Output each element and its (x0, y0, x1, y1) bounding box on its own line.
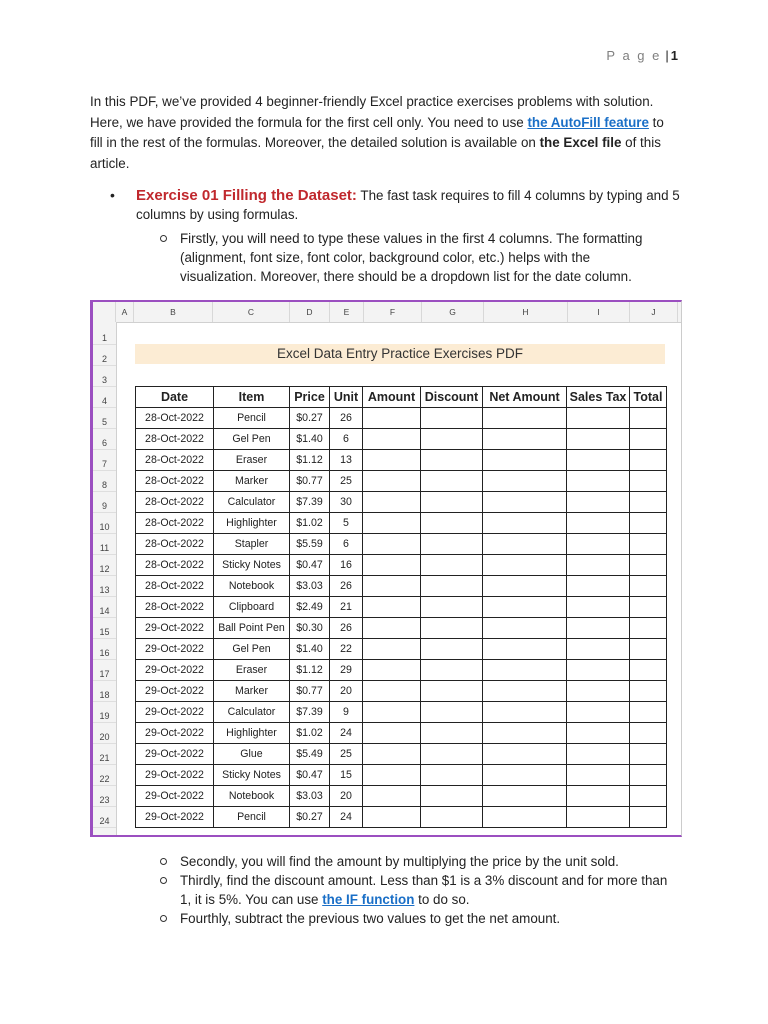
table-cell[interactable]: 28-Oct-2022 (136, 555, 214, 576)
table-cell[interactable] (630, 471, 667, 492)
table-cell[interactable]: $7.39 (290, 492, 330, 513)
table-cell[interactable] (363, 702, 421, 723)
table-cell[interactable] (483, 471, 567, 492)
column-header-a[interactable]: A (116, 302, 134, 322)
table-cell[interactable]: $7.39 (290, 702, 330, 723)
table-row (136, 807, 667, 828)
table-cell[interactable]: 29-Oct-2022 (136, 618, 214, 639)
table-cell[interactable]: 20 (330, 786, 363, 807)
table-cell[interactable] (567, 408, 630, 429)
table-cell[interactable]: 28-Oct-2022 (136, 429, 214, 450)
table-cell[interactable]: 25 (330, 471, 363, 492)
table-cell[interactable] (363, 408, 421, 429)
table-cell[interactable] (483, 639, 567, 660)
table-cell[interactable] (567, 639, 630, 660)
table-cell[interactable]: 28-Oct-2022 (136, 450, 214, 471)
table-cell[interactable] (483, 450, 567, 471)
row-header-20[interactable]: 20 (93, 723, 116, 744)
table-cell[interactable] (363, 681, 421, 702)
sub-item-third-text-b: to do so. (414, 892, 470, 907)
exercise-1-title: Exercise 01 Filling the Dataset: (136, 187, 357, 204)
sub-item-second (160, 852, 670, 871)
table-cell[interactable]: 28-Oct-2022 (136, 597, 214, 618)
table-cell[interactable] (421, 555, 483, 576)
table-cell[interactable]: 26 (330, 618, 363, 639)
table-cell[interactable]: Glue (214, 744, 290, 765)
row-header-24[interactable]: 24 (93, 807, 116, 828)
table-cell[interactable] (630, 555, 667, 576)
row-header-3[interactable]: 3 (93, 366, 116, 387)
table-cell[interactable] (421, 534, 483, 555)
table-cell[interactable]: 25 (330, 744, 363, 765)
table-cell[interactable] (483, 618, 567, 639)
table-cell[interactable]: $1.12 (290, 450, 330, 471)
table-cell[interactable]: 28-Oct-2022 (136, 534, 214, 555)
column-header-h[interactable]: H (484, 302, 568, 322)
exercise-1-bullet (110, 186, 680, 224)
row-header-17[interactable]: 17 (93, 660, 116, 681)
table-row (136, 660, 667, 681)
excel-file-bold: the Excel file (539, 135, 622, 150)
exercise-1-text: The fast task requires to fill 4 columns by typing and 5 columns by using formulas. (136, 188, 680, 222)
table-cell[interactable]: Calculator (214, 492, 290, 513)
table-cell[interactable]: Calculator (214, 702, 290, 723)
table-cell[interactable] (421, 429, 483, 450)
table-cell[interactable] (483, 744, 567, 765)
table-cell[interactable] (567, 555, 630, 576)
table-cell[interactable] (363, 450, 421, 471)
table-cell[interactable] (567, 681, 630, 702)
row-header-6[interactable]: 6 (93, 429, 116, 450)
table-cell[interactable] (421, 702, 483, 723)
sub-item-third-text-a: Thirdly, find the discount amount. Less than $1 is a 3% discount and for more than 1, it is 5%. You can use (180, 873, 668, 907)
table-row (136, 723, 667, 744)
table-cell[interactable] (630, 744, 667, 765)
table-cell[interactable] (630, 723, 667, 744)
table-row (136, 534, 667, 555)
row-header-10[interactable]: 10 (93, 513, 116, 534)
sub-item-first-text: Firstly, you will need to type these values in the first 4 columns. The formatting (alignment, font size, font color, background color, etc.) helps with the visualization. Moreover, there should be a dropdown list for the date column. (180, 231, 643, 284)
row-header-18[interactable]: 18 (93, 681, 116, 702)
bullet-dot: • (110, 187, 115, 203)
table-cell[interactable]: Gel Pen (214, 639, 290, 660)
table-row (136, 639, 667, 660)
table-cell[interactable] (421, 597, 483, 618)
column-header-g[interactable]: G (422, 302, 484, 322)
circle-bullet-icon (160, 858, 167, 865)
table-cell[interactable]: $1.12 (290, 660, 330, 681)
table-cell[interactable]: Eraser (214, 660, 290, 681)
table-cell[interactable] (567, 723, 630, 744)
table-cell[interactable] (363, 597, 421, 618)
table-cell[interactable] (567, 471, 630, 492)
table-cell[interactable]: $5.59 (290, 534, 330, 555)
table-row (136, 576, 667, 597)
table-cell[interactable] (567, 576, 630, 597)
table-row (136, 429, 667, 450)
table-row (136, 471, 667, 492)
column-headers (93, 302, 681, 323)
table-cell[interactable] (630, 429, 667, 450)
table-cell[interactable]: 6 (330, 534, 363, 555)
autofill-link[interactable]: the AutoFill feature (527, 114, 649, 130)
table-row (136, 681, 667, 702)
table-header-row (136, 387, 667, 408)
table-cell[interactable] (363, 639, 421, 660)
table-cell[interactable]: 6 (330, 429, 363, 450)
header-cell-amount[interactable]: Amount (363, 387, 421, 408)
column-header-i[interactable]: I (568, 302, 630, 322)
header-cell-discount[interactable]: Discount (421, 387, 483, 408)
column-header-j[interactable]: J (630, 302, 678, 322)
row-header-7[interactable]: 7 (93, 450, 116, 471)
table-cell[interactable]: 24 (330, 807, 363, 828)
table-cell[interactable] (421, 660, 483, 681)
row-header-1[interactable]: 1 (93, 324, 116, 345)
page-header (606, 48, 678, 63)
column-header-f[interactable]: F (364, 302, 422, 322)
row-header-15[interactable]: 15 (93, 618, 116, 639)
table-cell[interactable] (630, 639, 667, 660)
table-cell[interactable]: 9 (330, 702, 363, 723)
table-cell[interactable] (363, 534, 421, 555)
table-cell[interactable]: $1.02 (290, 513, 330, 534)
table-cell[interactable]: $5.49 (290, 744, 330, 765)
table-cell[interactable] (483, 555, 567, 576)
table-cell[interactable] (483, 681, 567, 702)
table-cell[interactable]: Pencil (214, 807, 290, 828)
table-cell[interactable]: $3.03 (290, 786, 330, 807)
table-cell[interactable] (483, 429, 567, 450)
table-cell[interactable] (363, 744, 421, 765)
table-cell[interactable] (421, 408, 483, 429)
table-cell[interactable]: 16 (330, 555, 363, 576)
row-header-23[interactable]: 23 (93, 786, 116, 807)
table-cell[interactable] (483, 786, 567, 807)
table-cell[interactable] (567, 429, 630, 450)
header-cell-price[interactable]: Price (290, 387, 330, 408)
row-header-11[interactable]: 11 (93, 534, 116, 555)
sub-item-third (160, 871, 670, 909)
table-cell[interactable]: $0.77 (290, 681, 330, 702)
circle-bullet-icon (160, 877, 167, 884)
header-cell-unit[interactable]: Unit (330, 387, 363, 408)
intro-paragraph (90, 92, 680, 174)
table-cell[interactable]: 29-Oct-2022 (136, 723, 214, 744)
row-header-16[interactable]: 16 (93, 639, 116, 660)
row-header-12[interactable]: 12 (93, 555, 116, 576)
table-cell[interactable] (567, 534, 630, 555)
table-cell[interactable]: 22 (330, 639, 363, 660)
table-cell[interactable] (630, 513, 667, 534)
sub-item-first (160, 229, 670, 286)
table-cell[interactable] (483, 597, 567, 618)
table-cell[interactable]: Eraser (214, 450, 290, 471)
table-cell[interactable] (630, 702, 667, 723)
table-cell[interactable] (567, 786, 630, 807)
table-cell[interactable]: $1.02 (290, 723, 330, 744)
table-cell[interactable] (483, 765, 567, 786)
table-cell[interactable] (483, 534, 567, 555)
table-row (136, 450, 667, 471)
table-cell[interactable]: Highlighter (214, 723, 290, 744)
table-cell[interactable]: Ball Point Pen (214, 618, 290, 639)
table-cell[interactable] (630, 450, 667, 471)
table-cell[interactable] (363, 618, 421, 639)
table-cell[interactable]: 29-Oct-2022 (136, 807, 214, 828)
table-cell[interactable]: Pencil (214, 408, 290, 429)
table-cell[interactable] (630, 534, 667, 555)
table-cell[interactable] (483, 660, 567, 681)
row-header-14[interactable]: 14 (93, 597, 116, 618)
table-cell[interactable] (483, 576, 567, 597)
table-cell[interactable] (363, 660, 421, 681)
table-cell[interactable]: Notebook (214, 786, 290, 807)
table-cell[interactable] (421, 576, 483, 597)
table-cell[interactable]: 20 (330, 681, 363, 702)
table-cell[interactable]: 26 (330, 576, 363, 597)
row-header-5[interactable]: 5 (93, 408, 116, 429)
table-cell[interactable]: $0.27 (290, 807, 330, 828)
row-header-8[interactable]: 8 (93, 471, 116, 492)
table-cell[interactable] (630, 597, 667, 618)
table-cell[interactable] (630, 681, 667, 702)
table-cell[interactable] (421, 807, 483, 828)
table-cell[interactable] (363, 513, 421, 534)
table-cell[interactable] (567, 807, 630, 828)
table-cell[interactable] (421, 513, 483, 534)
column-header-b[interactable]: B (134, 302, 213, 322)
table-cell[interactable] (567, 660, 630, 681)
table-cell[interactable] (363, 786, 421, 807)
table-cell[interactable]: $0.30 (290, 618, 330, 639)
table-cell[interactable]: 29-Oct-2022 (136, 786, 214, 807)
table-row (136, 513, 667, 534)
table-cell[interactable] (421, 681, 483, 702)
table-cell[interactable] (421, 765, 483, 786)
table-cell[interactable]: Highlighter (214, 513, 290, 534)
intro-text-3: of this article. (90, 135, 661, 171)
table-cell[interactable] (483, 408, 567, 429)
table-cell[interactable]: Stapler (214, 534, 290, 555)
table-cell[interactable] (363, 765, 421, 786)
table-cell[interactable] (483, 492, 567, 513)
table-row (136, 555, 667, 576)
header-cell-total[interactable]: Total (630, 387, 667, 408)
table-row (136, 597, 667, 618)
table-cell[interactable] (567, 618, 630, 639)
table-cell[interactable] (363, 576, 421, 597)
table-cell[interactable]: Sticky Notes (214, 765, 290, 786)
table-cell[interactable] (630, 765, 667, 786)
table-cell[interactable] (630, 618, 667, 639)
table-cell[interactable] (630, 807, 667, 828)
table-row (136, 702, 667, 723)
table-cell[interactable] (567, 513, 630, 534)
table-cell[interactable] (630, 576, 667, 597)
table-cell[interactable]: 28-Oct-2022 (136, 408, 214, 429)
table-cell[interactable]: Marker (214, 471, 290, 492)
table-cell[interactable] (630, 660, 667, 681)
table-cell[interactable]: Gel Pen (214, 429, 290, 450)
table-cell[interactable]: 29-Oct-2022 (136, 744, 214, 765)
table-cell[interactable] (421, 744, 483, 765)
table-cell[interactable]: 28-Oct-2022 (136, 576, 214, 597)
table-cell[interactable]: 29-Oct-2022 (136, 702, 214, 723)
sub-item-second-text: Secondly, you will find the amount by multiplying the price by the unit sold. (180, 854, 619, 869)
table-cell[interactable] (630, 408, 667, 429)
page-separator: | (665, 48, 669, 63)
column-header-e[interactable]: E (330, 302, 364, 322)
table-cell[interactable] (363, 471, 421, 492)
table-cell[interactable]: $0.77 (290, 471, 330, 492)
table-cell[interactable] (567, 702, 630, 723)
table-cell[interactable] (421, 450, 483, 471)
table-cell[interactable]: Marker (214, 681, 290, 702)
table-cell[interactable] (483, 807, 567, 828)
table-cell[interactable] (567, 450, 630, 471)
table-row (136, 744, 667, 765)
header-cell-date[interactable]: Date (136, 387, 214, 408)
table-cell[interactable]: Notebook (214, 576, 290, 597)
table-cell[interactable] (483, 513, 567, 534)
table-cell[interactable]: $1.40 (290, 639, 330, 660)
row-header-22[interactable]: 22 (93, 765, 116, 786)
table-cell[interactable]: 15 (330, 765, 363, 786)
table-cell[interactable] (363, 429, 421, 450)
header-cell-sales-tax[interactable]: Sales Tax (567, 387, 630, 408)
table-cell[interactable]: $0.47 (290, 765, 330, 786)
table-cell[interactable] (421, 471, 483, 492)
table-cell[interactable]: $2.49 (290, 597, 330, 618)
table-cell[interactable] (483, 723, 567, 744)
table-cell[interactable]: 28-Oct-2022 (136, 513, 214, 534)
table-cell[interactable] (630, 786, 667, 807)
table-cell[interactable]: 29-Oct-2022 (136, 660, 214, 681)
table-cell[interactable]: $0.27 (290, 408, 330, 429)
row-header-13[interactable]: 13 (93, 576, 116, 597)
page-number: 1 (670, 48, 678, 63)
row-header-19[interactable]: 19 (93, 702, 116, 723)
table-cell[interactable]: 29-Oct-2022 (136, 639, 214, 660)
table-cell[interactable]: 29 (330, 660, 363, 681)
spreadsheet-screenshot (90, 300, 682, 837)
table-cell[interactable]: $1.40 (290, 429, 330, 450)
table-cell[interactable] (567, 744, 630, 765)
row-header-2[interactable]: 2 (93, 345, 116, 366)
table-cell[interactable] (421, 492, 483, 513)
table-row (136, 408, 667, 429)
table-row (136, 618, 667, 639)
sub-item-fourth-text: Fourthly, subtract the previous two values to get the net amount. (180, 911, 561, 926)
circle-bullet-icon (160, 915, 167, 922)
table-cell[interactable] (567, 492, 630, 513)
table-cell[interactable]: Sticky Notes (214, 555, 290, 576)
table-cell[interactable] (567, 765, 630, 786)
table-cell[interactable] (421, 639, 483, 660)
header-cell-net-amount[interactable]: Net Amount (483, 387, 567, 408)
data-table (135, 386, 667, 828)
table-cell[interactable]: $0.47 (290, 555, 330, 576)
table-cell[interactable]: 5 (330, 513, 363, 534)
row-header-21[interactable]: 21 (93, 744, 116, 765)
table-cell[interactable] (483, 702, 567, 723)
table-cell[interactable]: Clipboard (214, 597, 290, 618)
if-function-link[interactable]: the IF function (322, 892, 415, 907)
table-row (136, 765, 667, 786)
table-cell[interactable] (421, 618, 483, 639)
table-cell[interactable] (567, 597, 630, 618)
table-row (136, 492, 667, 513)
table-cell[interactable] (421, 723, 483, 744)
table-cell[interactable] (363, 807, 421, 828)
row-header-4[interactable]: 4 (93, 387, 116, 408)
table-cell[interactable]: 21 (330, 597, 363, 618)
table-row (136, 786, 667, 807)
table-cell[interactable]: 28-Oct-2022 (136, 492, 214, 513)
table-cell[interactable] (363, 723, 421, 744)
header-cell-item[interactable]: Item (214, 387, 290, 408)
sheet-title: Excel Data Entry Practice Exercises PDF (135, 344, 665, 364)
row-header-9[interactable]: 9 (93, 492, 116, 513)
table-cell[interactable]: 29-Oct-2022 (136, 681, 214, 702)
table-cell[interactable]: 29-Oct-2022 (136, 765, 214, 786)
table-cell[interactable]: 13 (330, 450, 363, 471)
column-header-c[interactable]: C (213, 302, 290, 322)
row-headers (93, 322, 117, 835)
page-label: P a g e (606, 48, 662, 63)
table-cell[interactable]: 26 (330, 408, 363, 429)
intro-text-1: In this PDF, we’ve provided 4 beginner-friendly Excel practice exercises problems with solution. Here, we have provided the formula for the first cell only. You need to use (90, 94, 654, 130)
table-cell[interactable]: $3.03 (290, 576, 330, 597)
select-all-corner[interactable] (93, 302, 116, 322)
table-cell[interactable] (363, 555, 421, 576)
intro-text-2: to fill in the rest of the formulas. Moreover, the detailed solution is available on (90, 114, 664, 150)
table-cell[interactable]: 24 (330, 723, 363, 744)
circle-bullet-icon (160, 235, 167, 242)
table-cell[interactable]: 28-Oct-2022 (136, 471, 214, 492)
table-cell[interactable] (630, 492, 667, 513)
table-cell[interactable]: 30 (330, 492, 363, 513)
table-cell[interactable] (363, 492, 421, 513)
sub-item-fourth (160, 909, 670, 928)
table-cell[interactable] (421, 786, 483, 807)
column-header-d[interactable]: D (290, 302, 330, 322)
table-body (136, 408, 667, 828)
